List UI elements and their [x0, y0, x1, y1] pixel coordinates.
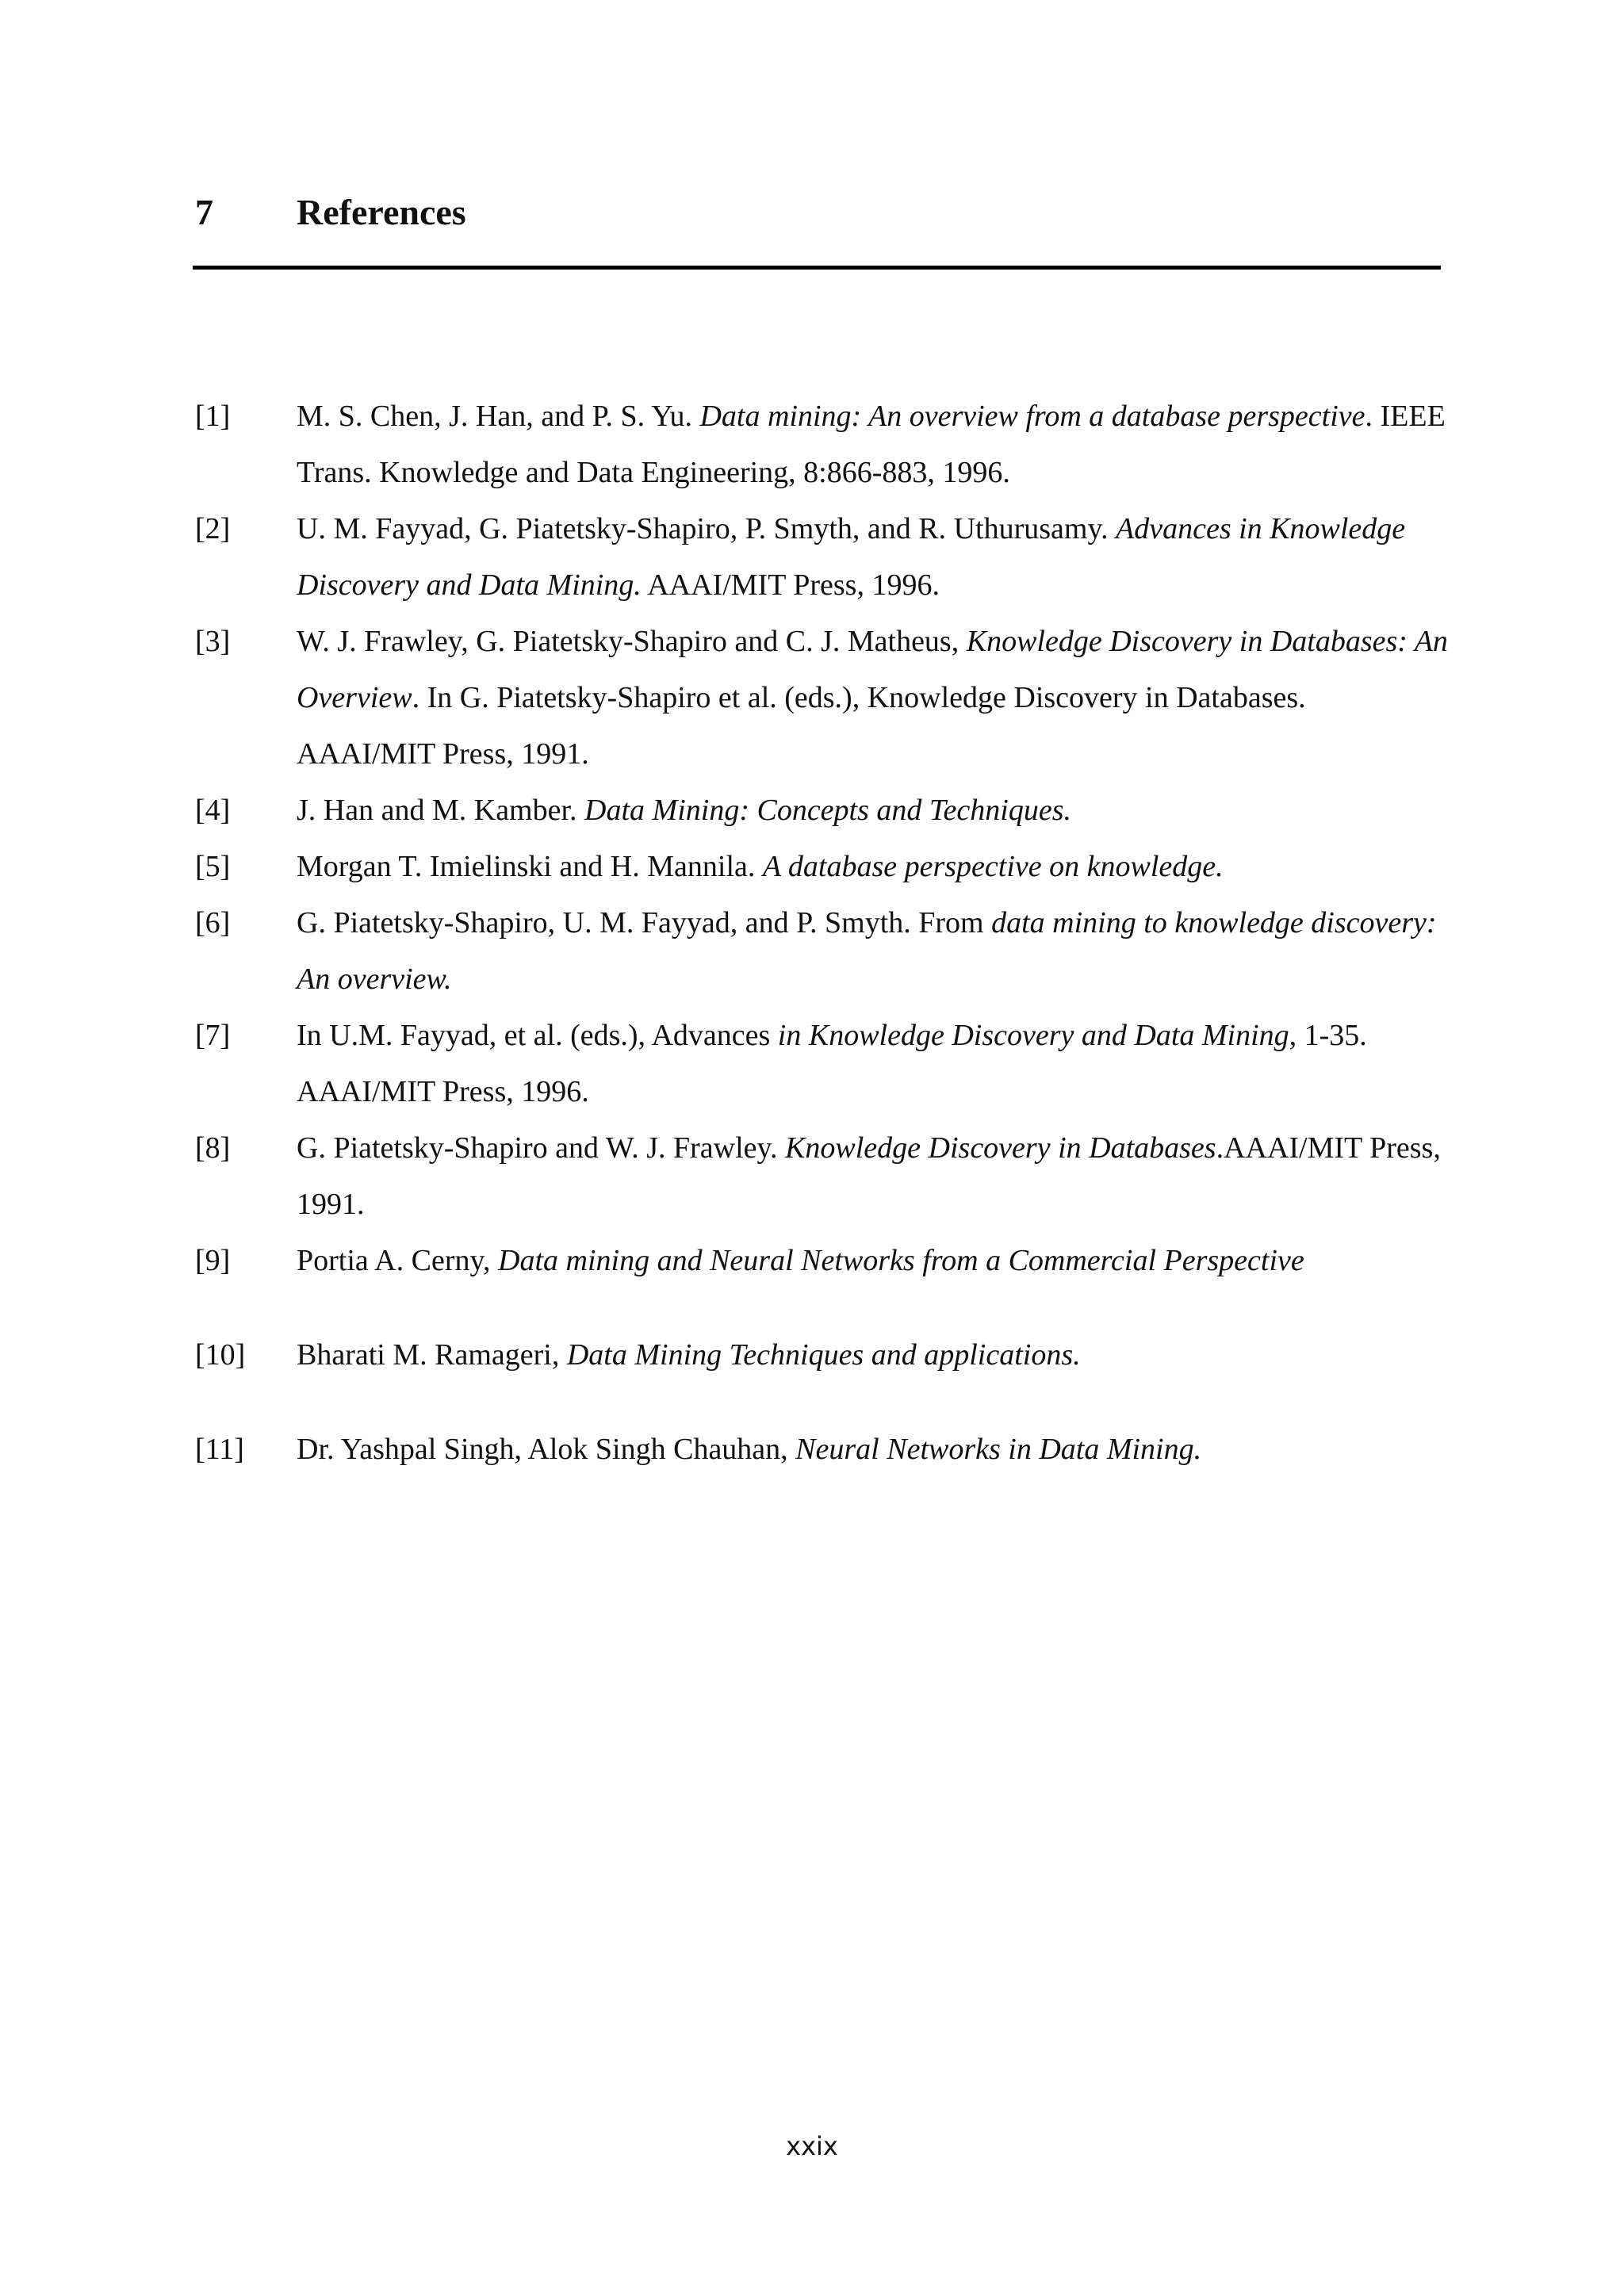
reference-text-segment: Dr. Yashpal Singh, Alok Singh Chauhan,	[297, 1433, 796, 1466]
reference-text	[297, 1422, 1448, 1478]
reference-title-segment: Data Mining: Concepts and Techniques.	[584, 794, 1071, 827]
reference-label: [2]	[195, 512, 231, 545]
reference-title-segment: Knowledge Discovery in Databases: An Overview	[297, 625, 1448, 714]
reference-item	[195, 501, 1448, 614]
reference-label: [3]	[195, 625, 231, 658]
reference-label: [8]	[195, 1131, 231, 1165]
heading-divider	[193, 266, 1441, 270]
reference-label: [7]	[195, 1019, 231, 1052]
reference-text-segment: Morgan T. Imielinski and H. Mannila.	[297, 850, 763, 883]
reference-title-segment: in Knowledge Discovery and Data Mining	[777, 1019, 1289, 1052]
reference-item	[195, 614, 1448, 783]
section-title: References	[297, 192, 466, 232]
reference-item	[195, 839, 1448, 895]
reference-text-segment: M. S. Chen, J. Han, and P. S. Yu.	[297, 400, 700, 433]
reference-text-segment: .AAAI/MIT Press, 1991.	[297, 1131, 1441, 1221]
reference-item	[195, 895, 1448, 1008]
reference-text-segment: . In G. Piatetsky-Shapiro et al. (eds.), Knowledge Discovery in Databases. AAAI/MIT Press, 1991.	[297, 681, 1306, 771]
reference-item	[195, 1233, 1448, 1289]
reference-label: [1]	[195, 400, 231, 433]
reference-text-segment: Portia A. Cerny,	[297, 1244, 499, 1277]
reference-title-segment: data mining to knowledge discovery: An overview.	[297, 906, 1437, 996]
reference-label: [4]	[195, 794, 231, 827]
reference-label: [10]	[195, 1338, 246, 1372]
reference-text-segment: Bharati M. Ramageri,	[297, 1338, 567, 1372]
reference-text-segment: , 1-35. AAAI/MIT Press, 1996.	[297, 1019, 1367, 1108]
reference-text	[297, 1233, 1448, 1289]
reference-text-segment: W. J. Frawley, G. Piatetsky-Shapiro and C. J. Matheus,	[297, 625, 967, 658]
reference-text	[297, 614, 1448, 783]
reference-text	[297, 895, 1448, 1008]
page-number: xxix	[786, 2131, 838, 2161]
reference-text-segment: AAAI/MIT Press, 1996.	[641, 568, 940, 602]
reference-title-segment: Knowledge Discovery in Databases	[785, 1131, 1216, 1165]
reference-text	[297, 388, 1448, 501]
reference-title-segment: Data mining and Neural Networks from a Commercial Perspective	[498, 1244, 1304, 1277]
reference-text	[297, 501, 1448, 614]
reference-item	[195, 1120, 1448, 1233]
reference-text-segment: . IEEE Trans. Knowledge and Data Engineering, 8:866-883, 1996.	[297, 400, 1446, 489]
reference-title-segment: Advances in Knowledge Discovery and Data Mining.	[297, 512, 1406, 602]
reference-item	[195, 1327, 1448, 1383]
reference-title-segment: Neural Networks in Data Mining.	[795, 1433, 1202, 1466]
section-heading	[195, 189, 1440, 236]
reference-text	[297, 1008, 1448, 1120]
reference-text-segment: J. Han and M. Kamber.	[297, 794, 585, 827]
reference-title-segment: A database perspective on knowledge.	[762, 850, 1224, 883]
reference-text	[297, 1327, 1448, 1383]
reference-text-segment: In U.M. Fayyad, et al. (eds.), Advances	[297, 1019, 778, 1052]
reference-label: [6]	[195, 906, 231, 939]
section-number: 7	[195, 192, 213, 232]
reference-label: [11]	[195, 1433, 244, 1466]
reference-text-segment: G. Piatetsky-Shapiro and W. J. Frawley.	[297, 1131, 786, 1165]
reference-item	[195, 783, 1448, 839]
reference-label: [5]	[195, 850, 231, 883]
reference-title-segment: Data Mining Techniques and applications.	[566, 1338, 1081, 1372]
reference-label: [9]	[195, 1244, 231, 1277]
reference-item	[195, 1422, 1448, 1478]
reference-text	[297, 839, 1448, 895]
reference-text	[297, 783, 1448, 839]
reference-text-segment: G. Piatetsky-Shapiro, U. M. Fayyad, and P. Smyth. From	[297, 906, 992, 939]
reference-text-segment: U. M. Fayyad, G. Piatetsky-Shapiro, P. Smyth, and R. Uthurusamy.	[297, 512, 1116, 545]
reference-item	[195, 1008, 1448, 1120]
reference-title-segment: Data mining: An overview from a database perspective	[699, 400, 1365, 433]
reference-list	[195, 388, 1448, 1478]
reference-text	[297, 1120, 1448, 1233]
reference-item	[195, 388, 1448, 501]
